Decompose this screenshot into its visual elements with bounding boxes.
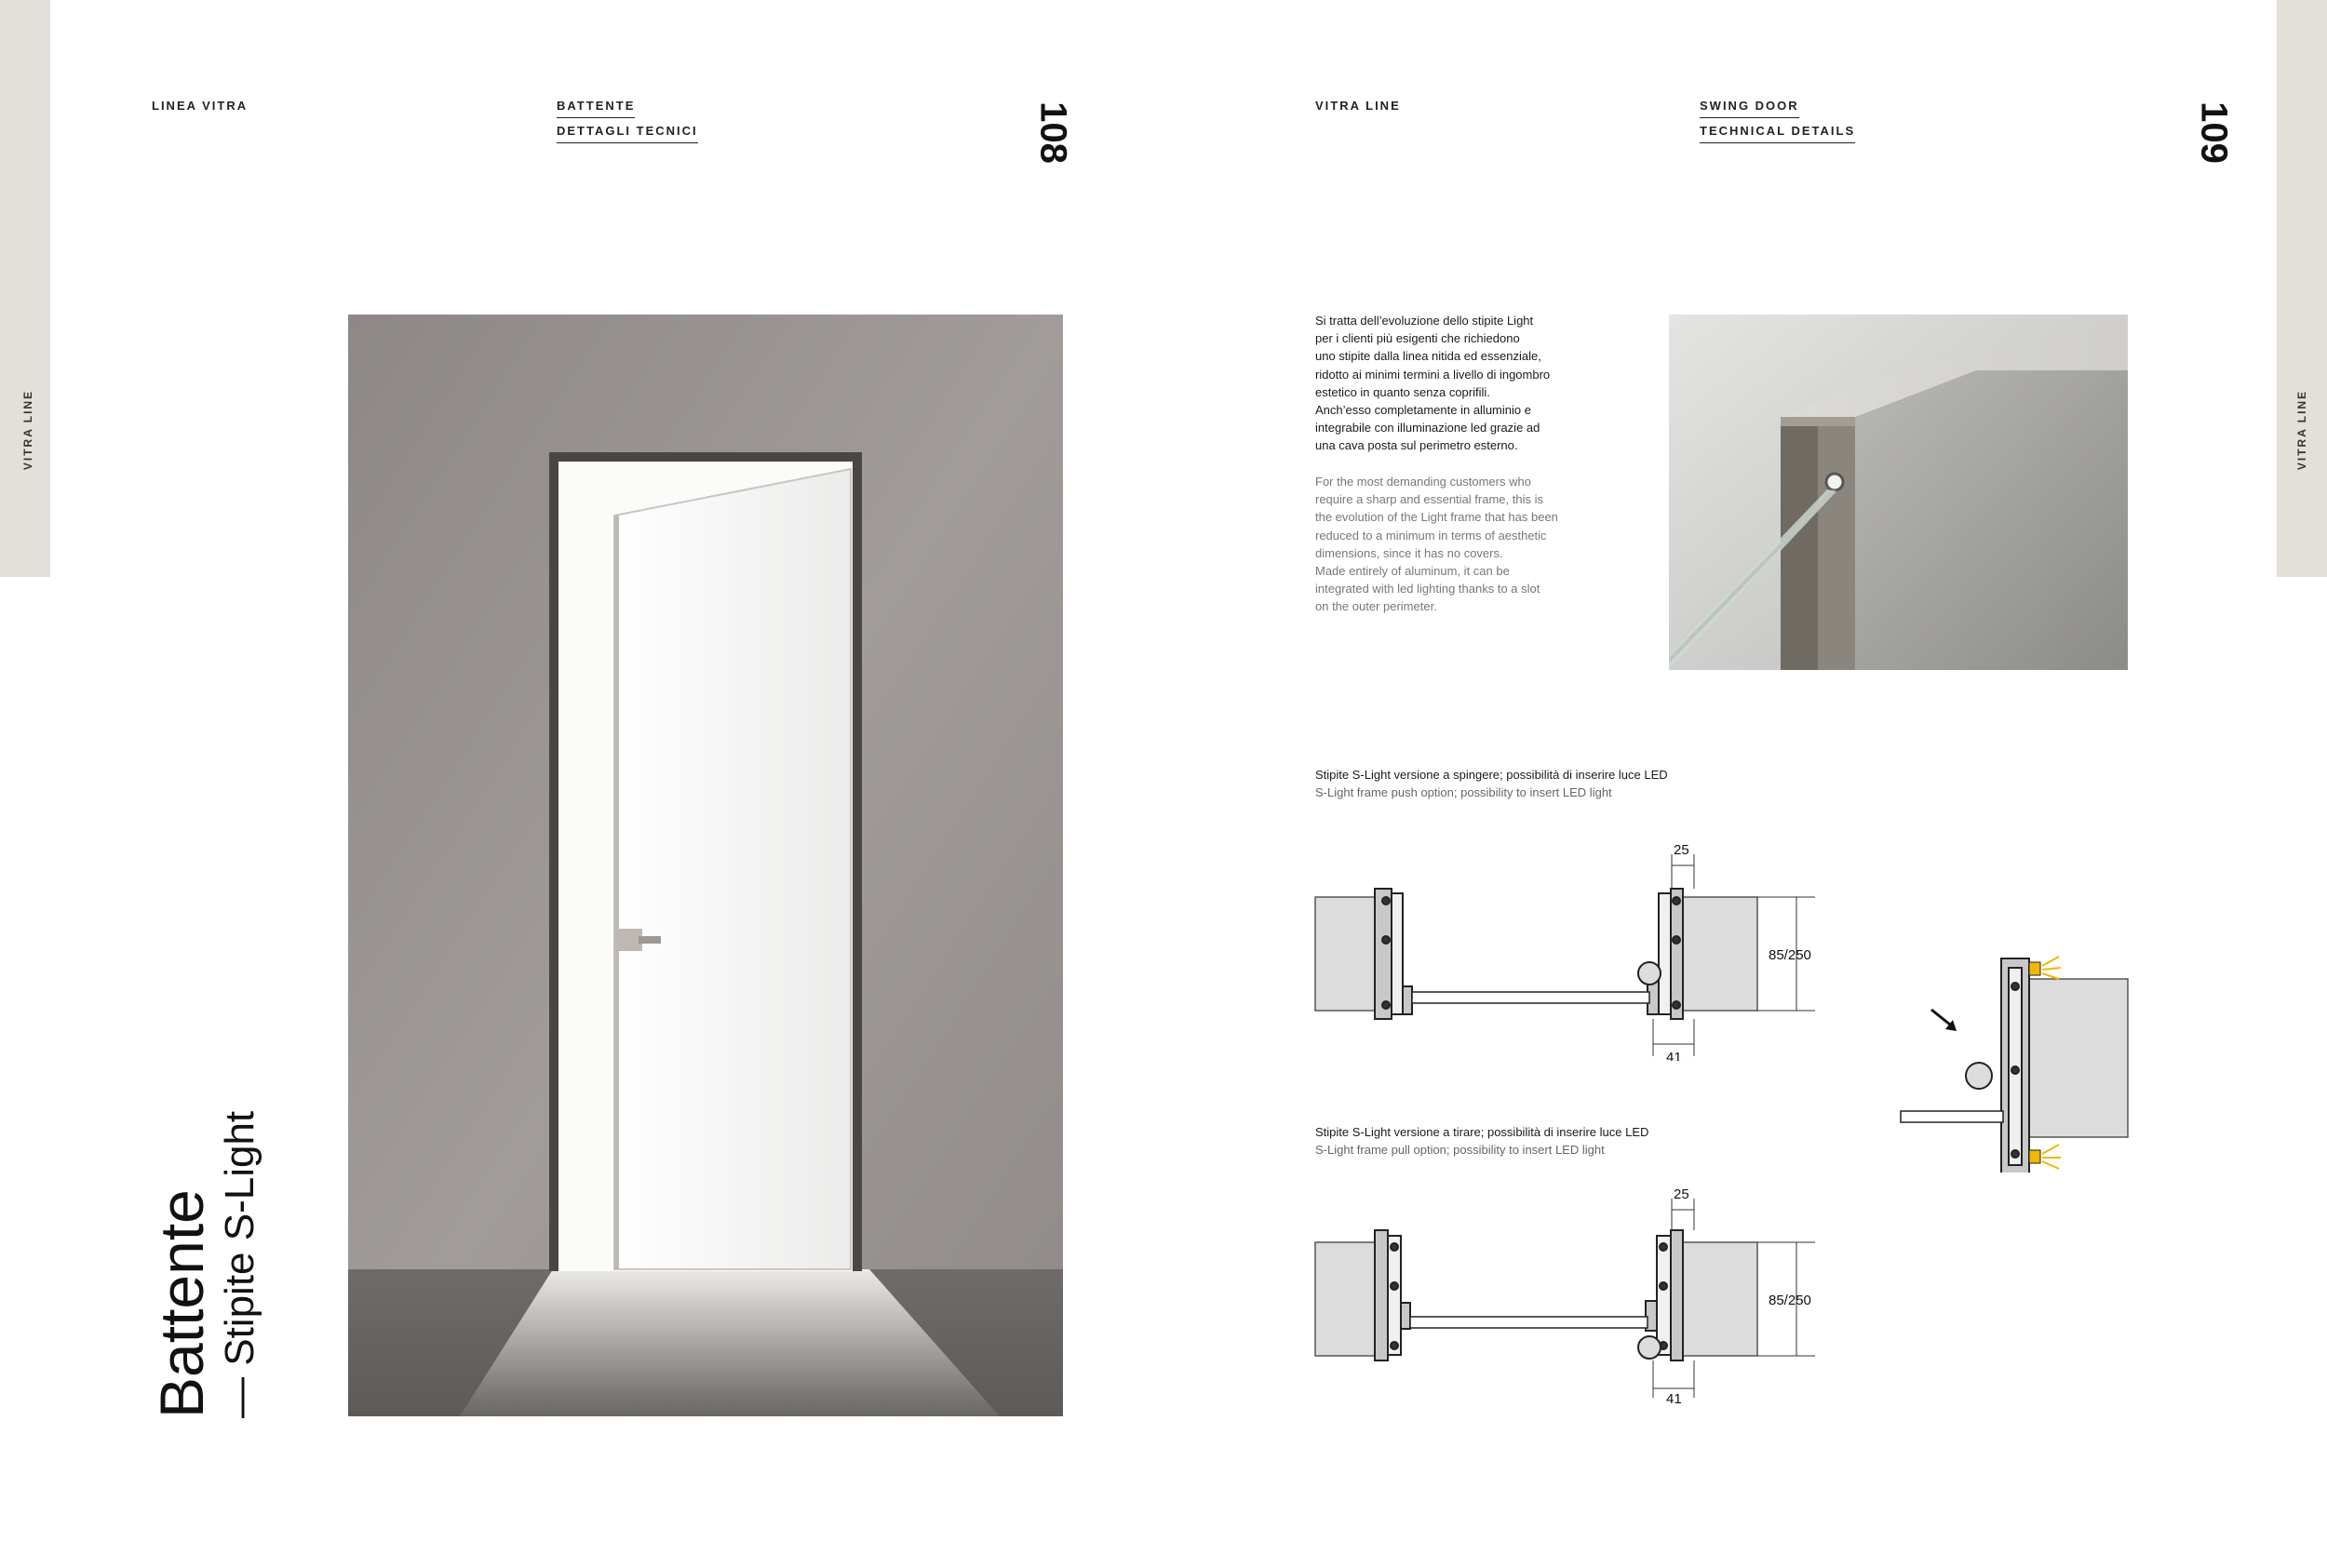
detail-gasket <box>1966 1063 1992 1089</box>
left-header-section: LINEA VITRA <box>152 99 249 113</box>
detail-glass <box>1901 1111 2003 1122</box>
diagram2-caption-it: Stipite S-Light versione a tirare; possibilità di inserire luce LED <box>1315 1125 1649 1139</box>
led-detail-diagram <box>1899 940 2132 1173</box>
diagram2-caption <box>1315 1123 1648 1159</box>
description-english <box>1315 473 1585 616</box>
door-photo <box>348 315 1063 1416</box>
led-top <box>2029 962 2040 975</box>
diagram1-caption-en: S-Light frame push option; possibility to insert LED light <box>1315 785 1612 799</box>
text-line: ridotto ai minimi termini a livello di ingombro <box>1315 367 1551 382</box>
right-page-number: 109 <box>2193 101 2235 164</box>
text-line: integrated with led lighting thanks to a slot <box>1315 582 1540 596</box>
frame-left <box>1375 889 1412 1019</box>
left-header-category <box>557 99 635 118</box>
dim-bottom: 41 <box>1666 1050 1682 1061</box>
dim-side: 85/250 <box>1769 1293 1811 1308</box>
left-header-line1: BATTENTE <box>557 99 635 118</box>
text-line: require a sharp and essential frame, this is <box>1315 492 1543 507</box>
right-side-label: VITRA LINE <box>2295 389 2308 471</box>
text-line: una cava posta sul perimetro esterno. <box>1315 438 1518 453</box>
right-header-subcategory <box>1700 124 1855 143</box>
text-line: on the outer perimeter. <box>1315 599 1437 614</box>
diagram1-caption <box>1315 766 1668 801</box>
text-line: Si tratta dell’evoluzione dello stipite Light <box>1315 314 1534 328</box>
diagram2-caption-en: S-Light frame pull option; possibility to insert LED light <box>1315 1143 1605 1157</box>
text-line: estetico in quanto senza coprifili. <box>1315 384 1490 399</box>
text-line: per i clienti più esigenti che richiedono <box>1315 331 1520 346</box>
right-header-category <box>1700 99 1799 118</box>
page-title: Battente <box>147 1189 216 1418</box>
left-page-number: 108 <box>1032 101 1074 164</box>
right-side-band <box>2277 0 2327 577</box>
text-line: Anch’esso completamente in alluminio e <box>1315 403 1531 418</box>
dim-side: 85/250 <box>1769 947 1811 963</box>
left-header-subcategory <box>557 124 698 143</box>
left-side-label: VITRA LINE <box>21 389 34 471</box>
wall-right <box>1683 897 1757 1011</box>
glass-panel <box>1410 1317 1648 1328</box>
text-line: dimensions, since it has no covers. <box>1315 545 1503 560</box>
door-gasket <box>1638 1336 1661 1359</box>
right-header-line2: TECHNICAL DETAILS <box>1700 124 1855 143</box>
dim-bottom: 41 <box>1666 1391 1682 1405</box>
door-gasket <box>1638 962 1661 985</box>
wall-right <box>1683 1242 1757 1356</box>
left-header-line2: DETTAGLI TECNICI <box>557 124 698 143</box>
frame-detail-photo <box>1669 315 2128 670</box>
right-header-line1: SWING DOOR <box>1700 99 1799 118</box>
led-bottom <box>2029 1150 2040 1163</box>
frame-right <box>1648 889 1683 1019</box>
description-italian <box>1315 312 1585 455</box>
title-block <box>149 1111 266 1418</box>
text-line: reduced to a minimum in terms of aesthetic <box>1315 528 1547 543</box>
frame-left <box>1375 1230 1410 1360</box>
glass-panel <box>1412 992 1649 1003</box>
diagram1-caption-it: Stipite S-Light versione a spingere; possibilità di inserire luce LED <box>1315 768 1668 782</box>
wall-detail <box>2029 979 2128 1137</box>
text-line: Made entirely of aluminum, it can be <box>1315 564 1510 579</box>
text-line: uno stipite dalla linea nitida ed essenziale, <box>1315 349 1541 364</box>
right-header-section: VITRA LINE <box>1315 99 1401 113</box>
page-subtitle: — Stipite S-Light <box>217 1110 262 1418</box>
pull-frame-diagram <box>1312 1182 1815 1405</box>
text-line: the evolution of the Light frame that has been <box>1315 510 1558 525</box>
text-line: For the most demanding customers who <box>1315 475 1531 489</box>
left-side-band <box>0 0 50 577</box>
wall-left <box>1315 897 1375 1011</box>
dim-top: 25 <box>1674 842 1689 858</box>
dim-top: 25 <box>1674 1186 1689 1202</box>
wall-left <box>1315 1242 1375 1356</box>
text-line: integrabile con illuminazione led grazie ad <box>1315 421 1540 436</box>
push-frame-diagram <box>1312 838 1815 1061</box>
